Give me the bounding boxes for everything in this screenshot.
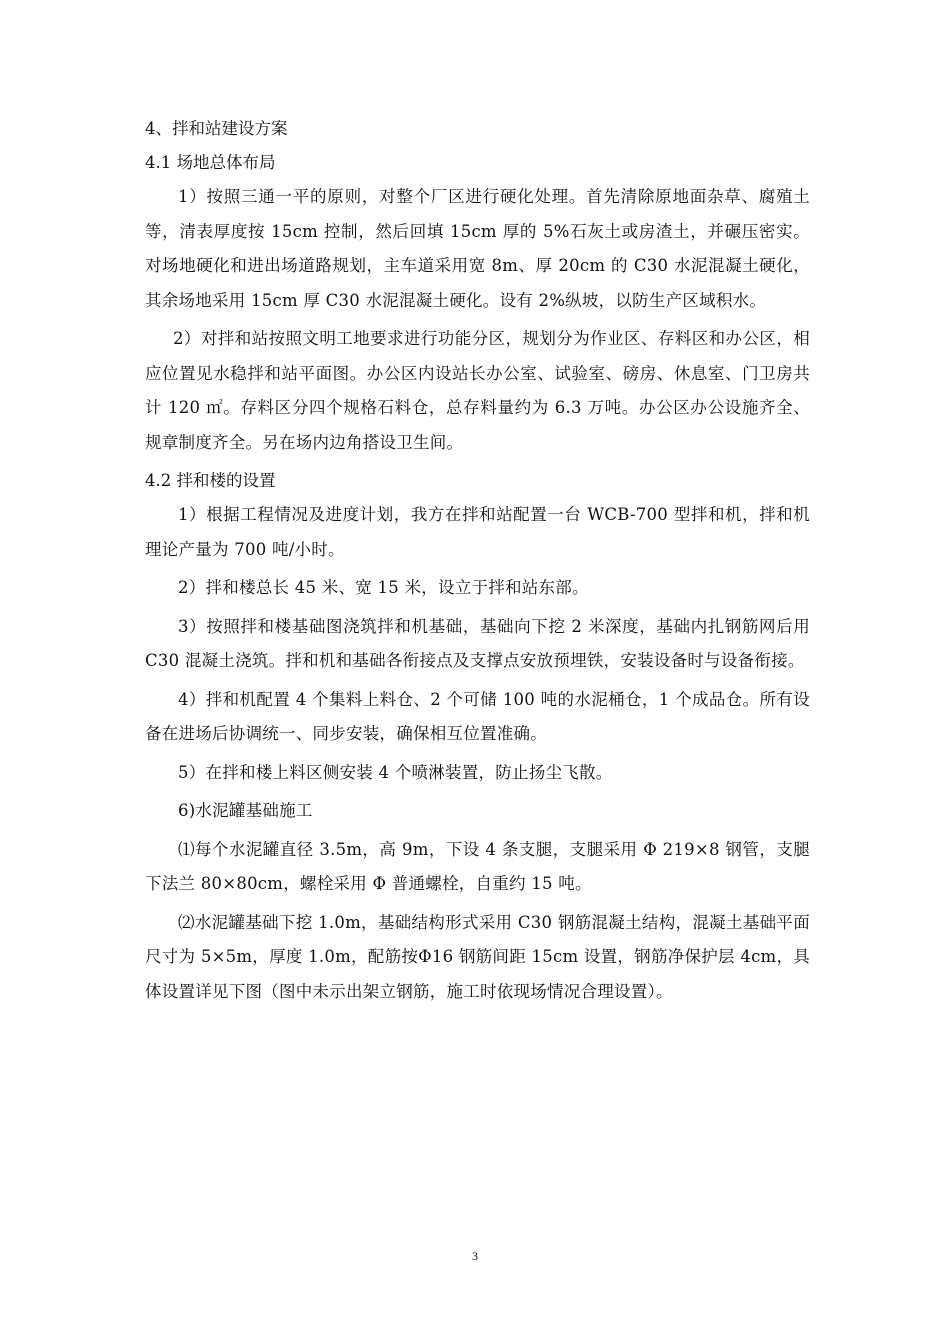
- page-number: 3: [472, 1249, 478, 1263]
- subsection-title-4-1: 4.1 场地总体布局: [145, 153, 276, 172]
- subsection-title-4-2: 4.2 拌和楼的设置: [145, 471, 276, 490]
- paragraph-4-2-3: 3）按照拌和楼基础图浇筑拌和机基础，基础向下挖 2 米深度，基础内扎钢筋网后用 C30 混凝土浇筑。拌和机和基础各衔接点及支撑点安放预埋铁，安装设备时与设备衔接。: [145, 616, 810, 670]
- section-title: 4、拌和站建设方案: [145, 119, 288, 138]
- paragraph-4-2-4: 4）拌和机配置 4 个集料上料仓、2 个可储 100 吨的水泥桶仓，1 个成品仓。所有设备在进场后协调统一、同步安装，确保相互位置准确。: [145, 689, 810, 743]
- paragraph-4-2-6-2: ⑵水泥罐基础下挖 1.0m，基础结构形式采用 C30 钢筋混凝土结构，混凝土基础平面尺寸为 5×5m，厚度 1.0m，配筋按Φ16 钢筋间距 15cm 设置，钢筋净保护层 4cm，具体设置详见下图（图中未示出架立钢筋，施工时依现场情况合理设置）。: [145, 912, 810, 1001]
- paragraph-4-2-2: 2）拌和楼总长 45 米、宽 15 米，设立于拌和站东部。: [178, 578, 589, 597]
- paragraph-4-1-2: 2）对拌和站按照文明工地要求进行功能分区，规划分为作业区、存料区和办公区，相应位置见水稳拌和站平面图。办公区内设站长办公室、试验室、磅房、休息室、门卫房共计 120 ㎡。存料区分四个规格石料仓，总存料量约为 6.3 万吨。办公区办公设施齐全、规章制度齐全。另在场内边角搭设卫生间。: [145, 329, 810, 452]
- paragraph-4-1-1: 1）按照三通一平的原则，对整个厂区进行硬化处理。首先清除原地面杂草、腐殖土等，清表厚度按 15cm 控制，然后回填 15cm 厚的 5%石灰土或房渣土，并碾压密实。对场地硬化和进出场道路规划，主车道采用宽 8m、厚 20cm 的 C30 水泥混凝土硬化，其余场地采用 15cm 厚 C30 水泥混凝土硬化。设有 2%纵坡，以防生产区域积水。: [145, 187, 810, 310]
- paragraph-4-2-5: 5）在拌和楼上料区侧安装 4 个喷淋装置，防止扬尘飞散。: [178, 762, 613, 782]
- paragraph-4-2-6: 6)水泥罐基础施工: [178, 801, 313, 820]
- page-content: [145, 112, 810, 1013]
- paragraph-4-2-6-1: ⑴每个水泥罐直径 3.5m，高 9m，下设 4 条支腿，支腿采用 Φ 219×8 钢管，支腿下法兰 80×80cm，螺栓采用 Φ 普通螺栓，自重约 15 吨。: [145, 839, 810, 893]
- paragraph-4-2-1: 1）根据工程情况及进度计划，我方在拌和站配置一台 WCB-700 型拌和机，拌和机理论产量为 700 吨/小时。: [145, 505, 810, 559]
